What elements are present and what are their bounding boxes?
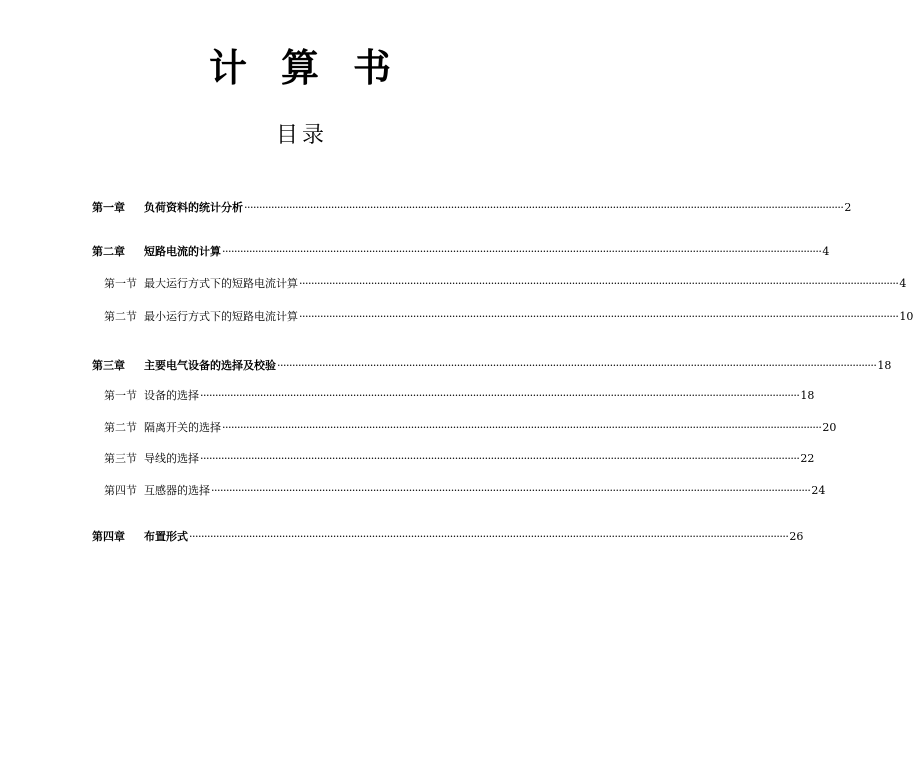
toc-entry-title: 导线的选择 (144, 452, 199, 465)
toc-entry-page-number: 24 (811, 484, 826, 497)
toc-entry-title: 主要电气设备的选择及校验 (144, 359, 276, 372)
toc-dot-leader: ········································································································································································································ (211, 484, 811, 497)
toc-entry (92, 529, 804, 545)
toc-entry-title: 互感器的选择 (144, 484, 210, 497)
toc-entry (104, 483, 826, 499)
toc-entry-title: 隔离开关的选择 (144, 421, 221, 434)
toc-dot-leader: ········································································································································································································ (200, 389, 800, 402)
toc-entry-label: 第四章 (92, 530, 125, 543)
toc-entry (104, 420, 837, 436)
toc-entry-title: 短路电流的计算 (144, 245, 221, 258)
toc-dot-leader: ········································································································································································································ (200, 452, 800, 465)
toc-entry-label: 第三节 (104, 452, 137, 465)
toc-entry (104, 388, 815, 404)
toc-dot-leader: ········································································································································································································ (299, 310, 899, 323)
toc-dot-leader: ········································································································································································································ (189, 530, 789, 543)
toc-entry-title: 设备的选择 (144, 389, 199, 402)
toc-entry (104, 276, 907, 292)
toc-entry-page-number: 18 (800, 389, 815, 402)
toc-entry-label: 第一章 (92, 201, 125, 214)
toc-entry-page-number: 4 (899, 277, 907, 290)
toc-entry-page-number: 20 (822, 421, 837, 434)
toc-entry-page-number: 22 (800, 452, 815, 465)
toc-entry-label: 第二节 (104, 421, 137, 434)
toc-entry-label: 第三章 (92, 359, 125, 372)
toc-entry-label: 第一节 (104, 277, 137, 290)
toc-entry-title: 最大运行方式下的短路电流计算 (144, 277, 298, 290)
toc-entry (92, 200, 852, 216)
toc-entry-label: 第二章 (92, 245, 125, 258)
toc-dot-leader: ········································································································································································································ (222, 421, 822, 434)
toc-entry (104, 309, 913, 325)
toc-entry-label: 第二节 (104, 310, 137, 323)
toc-entry (92, 244, 830, 260)
toc-entry-page-number: 2 (844, 201, 852, 214)
toc-entry-label: 第四节 (104, 484, 137, 497)
toc-entry-label: 第一节 (104, 389, 137, 402)
toc-dot-leader: ········································································································································································································ (299, 277, 899, 290)
document-title: 计算书 (208, 46, 425, 90)
toc-heading: 目录 (275, 123, 328, 148)
toc-entry-page-number: 26 (789, 530, 804, 543)
toc-dot-leader: ········································································································································································································ (277, 359, 877, 372)
toc-entry-page-number: 18 (877, 359, 892, 372)
toc-entry-title: 最小运行方式下的短路电流计算 (144, 310, 298, 323)
toc-entry-page-number: 4 (822, 245, 830, 258)
toc-entry-page-number: 10 (899, 310, 913, 323)
toc-dot-leader: ········································································································································································································ (222, 245, 822, 258)
toc-dot-leader: ········································································································································································································ (244, 201, 844, 214)
toc-entry-title: 布置形式 (144, 530, 188, 543)
toc-entry (92, 358, 892, 374)
toc-entry (104, 451, 815, 467)
toc-entry-title: 负荷资料的统计分析 (144, 201, 243, 214)
